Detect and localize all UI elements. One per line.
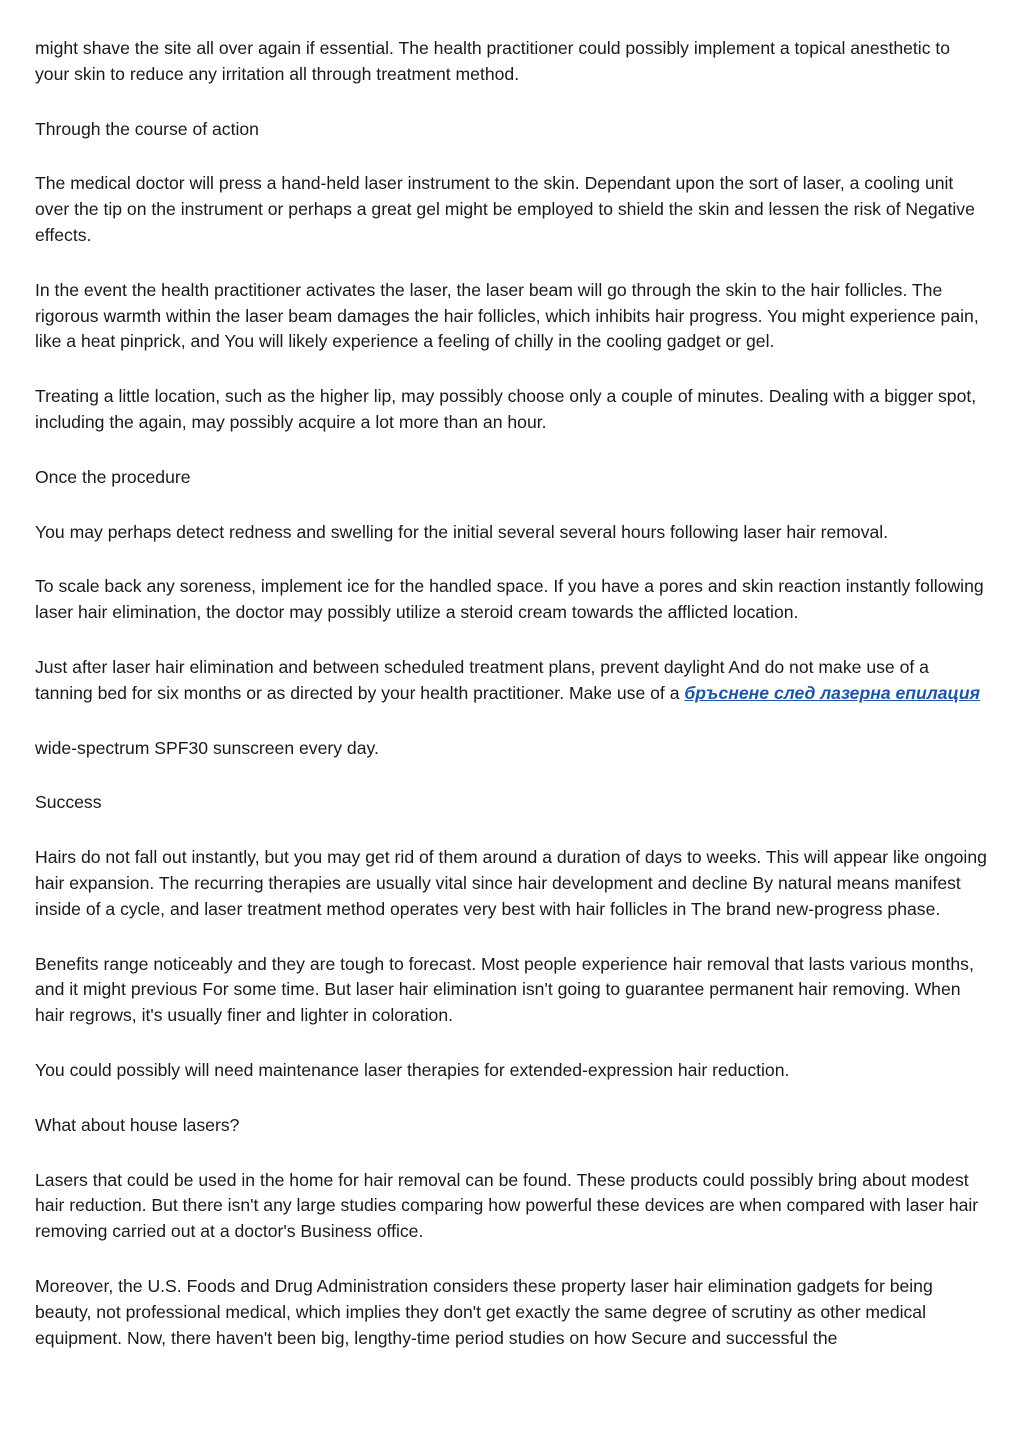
paragraph: Treating a little location, such as the higher lip, may possibly choose only a couple of minutes. Dealing with a bigger spot, including the again, may possibly acquire a lot more than an hour. bbox=[35, 386, 977, 432]
paragraph: The medical doctor will press a hand-held laser instrument to the skin. Dependant upon the sort of laser, a cooling unit over the tip on the instrument or perhaps a great gel might be employed to shield the skin and lessen the risk of Negative effects. bbox=[35, 173, 975, 245]
paragraph: might shave the site all over again if essential. The health practitioner could possibly implement a topical anesthetic to your skin to reduce any irritation all through treatment method. bbox=[35, 38, 951, 84]
paragraph: You may perhaps detect redness and swelling for the initial several several hours following laser hair removal. bbox=[35, 521, 889, 542]
paragraph-text: Just after laser hair elimination and between scheduled treatment plans, prevent daylight And do not make use of a tanning bed for six months or as directed by your health practitioner. Make use of a bbox=[35, 656, 929, 703]
paragraph-with-link bbox=[35, 655, 988, 707]
shaving-after-laser-link[interactable]: бръснене след лазерна епилация bbox=[684, 682, 980, 703]
paragraph: Moreover, the U.S. Foods and Drug Administration considers these property laser hair elimination gadgets for being beauty, not professional medical, which implies they don't get exactly the same degree of scrutiny as other medical equipment. Now, there haven't been big, lengthy-time period studies on how Secure and successful the bbox=[35, 1275, 933, 1348]
section-heading-during-procedure: Through the course of action bbox=[35, 118, 259, 139]
paragraph: Benefits range noticeably and they are tough to forecast. Most people experience hair removal that lasts various months, and it might previous For some time. But laser hair elimination isn't going to guarantee permanent hair removing. When hair regrows, it's usually finer and lighter in coloration. bbox=[35, 953, 974, 1026]
section-heading-after-procedure: Once the procedure bbox=[35, 466, 191, 487]
paragraph: Hairs do not fall out instantly, but you may get rid of them around a duration of days to weeks. This will appear like ongoing hair expansion. The recurring therapies are usually vital since hair development and decline By natural means manifest inside of a cycle, and laser treatment method operates very best with hair follicles in The brand new-progress phase. bbox=[35, 847, 987, 919]
section-heading-results: Success bbox=[35, 792, 102, 813]
paragraph: To scale back any soreness, implement ice for the handled space. If you have a pores and skin reaction instantly following laser hair elimination, the doctor may possibly utilize a steroid cream towards the afflicted location. bbox=[35, 576, 984, 623]
paragraph: wide-spectrum SPF30 sunscreen every day. bbox=[35, 737, 379, 758]
section-heading-home-lasers: What about house lasers? bbox=[35, 1114, 240, 1135]
paragraph: Lasers that could be used in the home for hair removal can be found. These products could possibly bring about modest hair reduction. But there isn't any large studies comparing how powerful these devices are when compared with laser hair removing carried out at a doctor's Business office. bbox=[35, 1169, 979, 1242]
paragraph: In the event the health practitioner activates the laser, the laser beam will go through the skin to the hair follicles. The rigorous warmth within the laser beam damages the hair follicles, which inhibits hair progress. You might experience pain, like a heat pinprick, and You will likely experience a feeling of chilly in the cooling gadget or gel. bbox=[35, 279, 979, 352]
paragraph: You could possibly will need maintenance laser therapies for extended-expression hair reduction. bbox=[35, 1059, 790, 1080]
